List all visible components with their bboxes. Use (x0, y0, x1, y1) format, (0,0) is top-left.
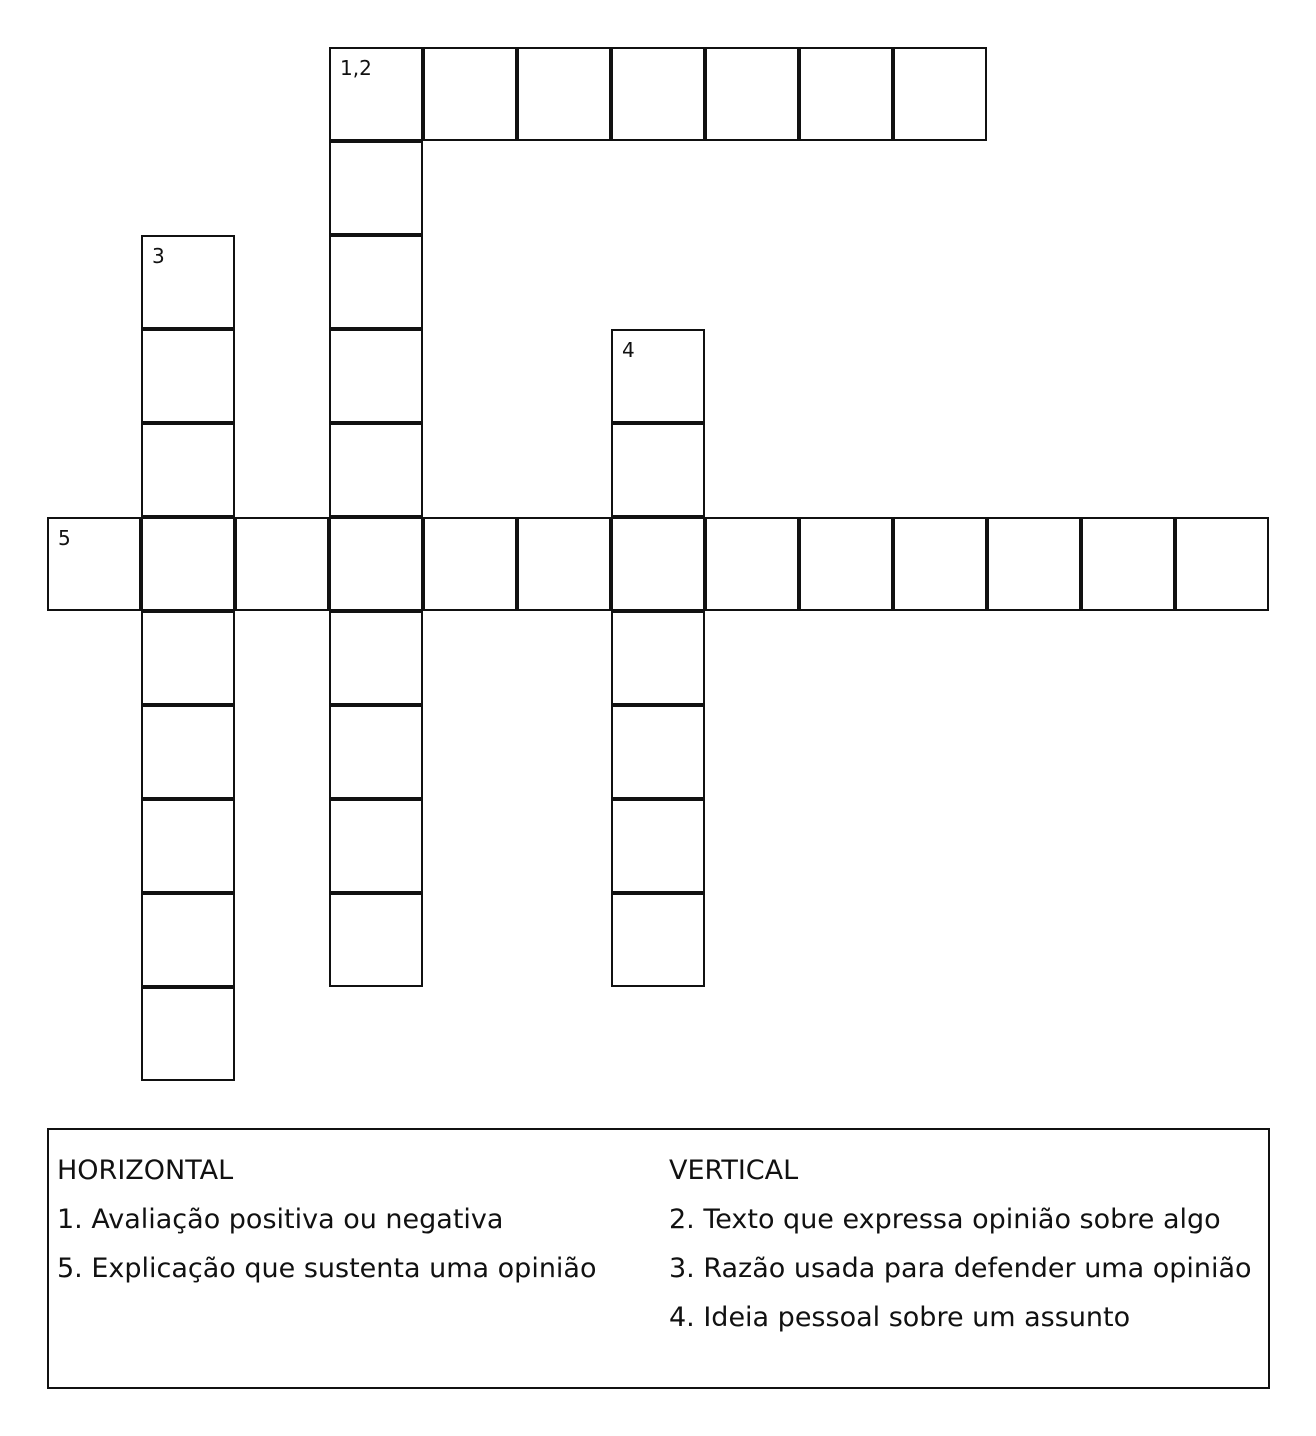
crossword-cell[interactable] (329, 893, 423, 987)
crossword-cell[interactable] (423, 517, 517, 611)
crossword-cell[interactable] (987, 517, 1081, 611)
clue-3: 3. Razão usada para defender uma opinião (669, 1253, 1252, 1284)
crossword-cell[interactable] (141, 987, 235, 1081)
clue-number: 1,2 (340, 56, 372, 80)
crossword-cell[interactable] (141, 611, 235, 705)
clues-box (47, 1128, 1270, 1389)
crossword-cell[interactable] (611, 705, 705, 799)
crossword-cell[interactable] (329, 47, 423, 141)
crossword-cell[interactable] (517, 517, 611, 611)
crossword-cell[interactable] (611, 799, 705, 893)
clue-1: 1. Avaliação positiva ou negativa (57, 1204, 504, 1235)
clue-4: 4. Ideia pessoal sobre um assunto (669, 1302, 1131, 1333)
crossword-cell[interactable] (611, 423, 705, 517)
crossword-cell[interactable] (611, 517, 705, 611)
crossword-cell[interactable] (611, 611, 705, 705)
crossword-cell[interactable] (799, 517, 893, 611)
crossword-cell[interactable] (611, 893, 705, 987)
crossword-cell[interactable] (329, 423, 423, 517)
horizontal-clues (57, 1146, 597, 1293)
crossword-cell[interactable] (517, 47, 611, 141)
crossword-cell[interactable] (329, 329, 423, 423)
crossword-cell[interactable] (611, 47, 705, 141)
vertical-clues (669, 1146, 1252, 1342)
crossword-cell[interactable] (705, 47, 799, 141)
clue-number: 4 (622, 338, 635, 362)
crossword-cell[interactable] (235, 517, 329, 611)
crossword-cell[interactable] (329, 705, 423, 799)
crossword-cell[interactable] (893, 47, 987, 141)
crossword-cell[interactable] (141, 893, 235, 987)
crossword-cell[interactable] (799, 47, 893, 141)
crossword-cell[interactable] (329, 799, 423, 893)
clue-number: 3 (152, 244, 165, 268)
crossword-cell[interactable] (611, 329, 705, 423)
crossword-cell[interactable] (329, 517, 423, 611)
crossword-cell[interactable] (423, 47, 517, 141)
crossword-cell[interactable] (893, 517, 987, 611)
crossword-cell[interactable] (141, 517, 235, 611)
crossword-cell[interactable] (47, 517, 141, 611)
clue-number: 5 (58, 526, 71, 550)
crossword-cell[interactable] (329, 611, 423, 705)
crossword-cell[interactable] (1175, 517, 1269, 611)
clue-2: 2. Texto que expressa opinião sobre algo (669, 1204, 1221, 1235)
clue-5: 5. Explicação que sustenta uma opinião (57, 1253, 597, 1284)
crossword-cell[interactable] (141, 329, 235, 423)
vertical-heading: VERTICAL (669, 1155, 799, 1186)
crossword-cell[interactable] (329, 141, 423, 235)
crossword-cell[interactable] (1081, 517, 1175, 611)
crossword-cell[interactable] (141, 799, 235, 893)
crossword-cell[interactable] (329, 235, 423, 329)
crossword-cell[interactable] (141, 235, 235, 329)
horizontal-heading: HORIZONTAL (57, 1155, 234, 1186)
crossword-cell[interactable] (705, 517, 799, 611)
crossword-cell[interactable] (141, 423, 235, 517)
crossword-cell[interactable] (141, 705, 235, 799)
